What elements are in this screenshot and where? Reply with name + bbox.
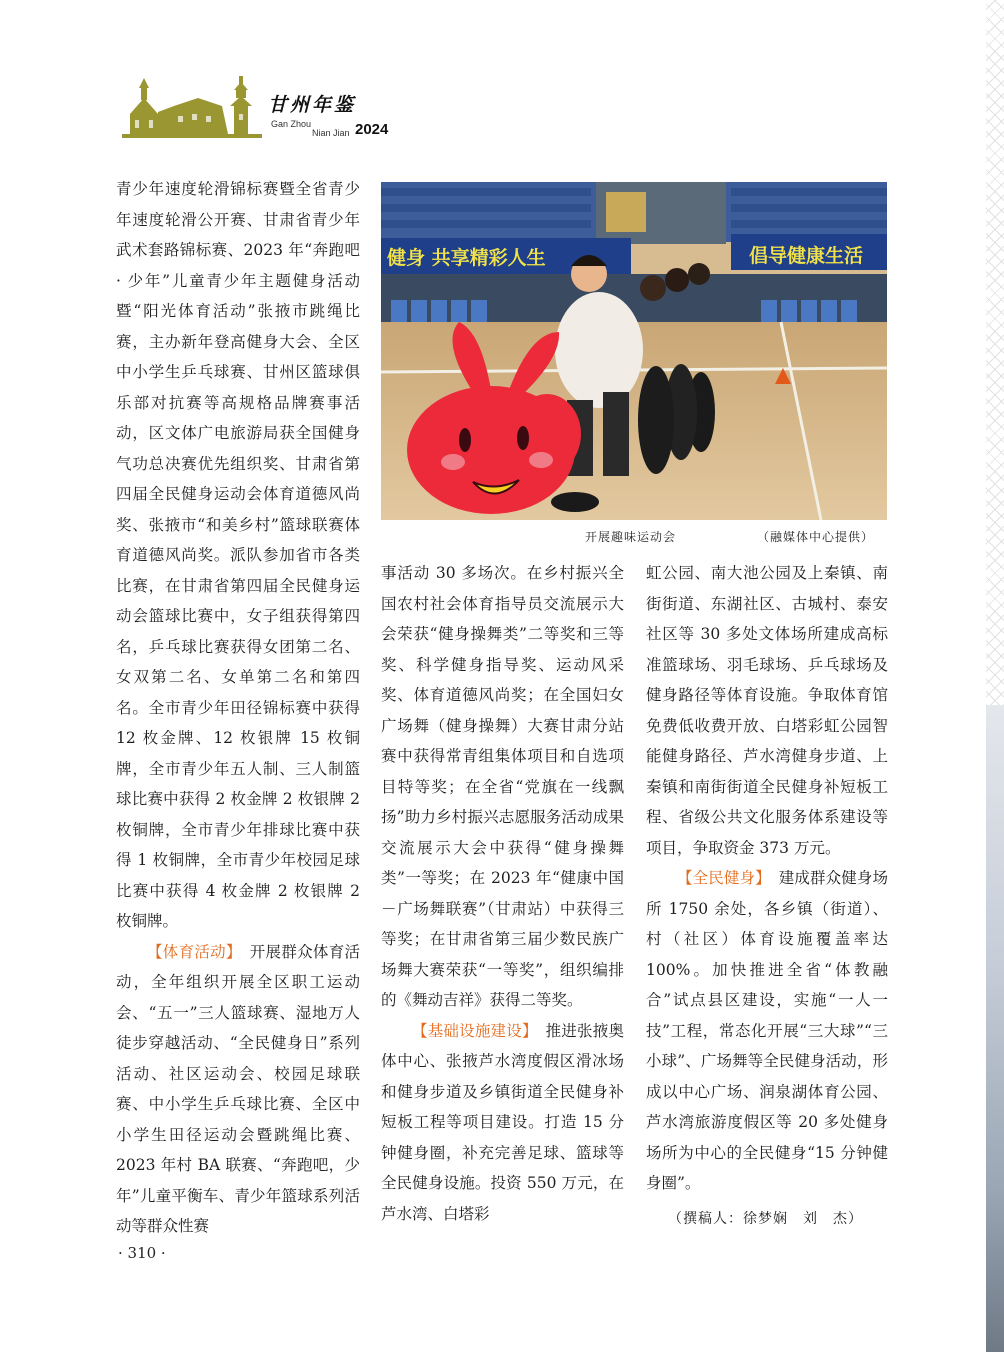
yearbook-year: 2024 [355, 121, 389, 138]
text-column-3 [646, 558, 888, 1199]
paragraph: 青少年速度轮滑锦标赛暨全省青少年速度轮滑公开赛、甘肃省青少年武术套路锦标赛、2023 年“奔跑吧 · 少年”儿童青少年主题健身活动暨“阳光体育活动”张掖市跳绳比赛，主办新年登高健身大会、全区中小学生乒乓球赛、甘州区篮球俱乐部对抗赛等高规格品牌赛事活动，区文体广电旅游局获全国健身气功总决赛优先组织奖、甘肃省第四届全民健身运动会体育道德风尚奖、张掖市“和美乡村”篮球联赛体育道德风尚奖。派队参加省市各类比赛，在甘肃省第四届全民健身运动会篮球比赛中，女子组获得第四名，乒乓球比赛获得女团第二名、女双第二名、女单第二名和第四名。全市青少年田径锦标赛中获得 12 枚金牌、12 枚银牌 15 枚铜牌，全市青少年五人制、三人制篮球比赛中获得 2 枚金牌 2 枚银牌 2 枚铜牌，全市青少年排球比赛中获得 1 枚铜牌，全市青少年校园足球比赛中获得 4 枚金牌 2 枚银牌 2 枚铜牌。 [116, 180, 360, 930]
author-byline: （撰稿人：徐梦娴 刘 杰） [668, 1211, 863, 1227]
text-column-1 [116, 174, 360, 1242]
page-number: · 310 · [118, 1244, 166, 1262]
paragraph-sports-activities [116, 937, 360, 1242]
text-column-2 [381, 558, 624, 1229]
photo-caption: 开展趣味运动会 [585, 530, 677, 544]
logo-landmark-illustration [122, 76, 262, 138]
paragraph-text: 开展群众体育活动，全年组织开展全区职工运动会、“五一”三人篮球赛、湿地万人徒步穿越活动、“全民健身日”系列活动、社区运动会、校园足球联赛、中小学生乒乓球比赛、全区中小学生田径运动会暨跳绳比赛、2023 年村 BA 联赛、“奔跑吧，少年”儿童平衡车、青少年篮球系列活动等群众性赛 [116, 942, 360, 1235]
paragraph-text: 推进张掖奥体中心、张掖芦水湾度假区滑冰场和健身步道及乡镇街道全民健身补短板工程等项目建设。打造 15 分钟健身圈，补充完善足球、篮球等全民健身设施。投资 550 万元，在芦水湾、白塔彩 [381, 1021, 624, 1223]
margin-pattern [986, 0, 1004, 705]
yearbook-title-en-1: Gan Zhou [271, 119, 312, 129]
photo-credit: （融媒体中心提供） [757, 530, 875, 544]
banner-right-text: 倡导健康生活 [749, 245, 864, 267]
yearbook-title: 甘州年鉴 [268, 94, 357, 116]
paragraph-national-fitness [646, 863, 888, 1199]
event-photo [381, 182, 887, 520]
paragraph-infrastructure [381, 1016, 624, 1230]
paragraph-text: 建成群众健身场所 1750 余处，各乡镇（街道）、村（社区）体育设施覆盖率达 100%。加快推进全省“体教融合”试点县区建设，实施“一人一技”工程，常态化开展“三大球”“三小球”、广场舞等全民健身活动，形成以中心广场、润泉湖体育公园、芦水湾旅游度假区等 20 多处健身场所为中心的全民健身“15 分钟健身圈”。 [646, 869, 888, 1192]
margin-photo-strip [986, 705, 1004, 1352]
banner-left-text: 健身 共享精彩人生 [387, 247, 546, 269]
paragraph: 事活动 30 多场次。在乡村振兴全国农村社会体育指导员交流展示大会荣获“健身操舞类”二等奖和三等奖、科学健身指导奖、运动风采奖、体育道德风尚奖；在全国妇女广场舞（健身操舞）大赛甘肃分站赛中获得常青组集体项目和自选项目特等奖；在全省“党旗在一线飘扬”助力乡村振兴志愿服务活动成果交流展示大会中获得“健身操舞类”一等奖；在 2023 年“健康中国－广场舞联赛”（甘肃站）中获得三等奖；在甘肃省第三届少数民族广场舞大赛荣获“一等奖”，组织编排的《舞动吉祥》获得二等奖。 [381, 564, 624, 1009]
paragraph: 虹公园、南大池公园及上秦镇、南街街道、东湖社区、古城村、泰安社区等 30 多处文体场所建成高标准篮球场、羽毛球场、乒乓球场及健身路径等体育设施。争取体育馆免费低收费开放、白塔彩虹公园智能健身路径、芦水湾健身步道、上秦镇和南街街道全民健身补短板工程、省级公共文化服务体系建设等项目，争取资金 373 万元。 [646, 564, 888, 857]
yearbook-title-en-2: Nian Jian [312, 128, 350, 138]
section-heading-national-fitness: 【全民健身】 [677, 869, 764, 887]
section-heading-infrastructure: 【基础设施建设】 [412, 1021, 530, 1040]
section-heading-sports-activities: 【体育活动】 [147, 942, 234, 961]
